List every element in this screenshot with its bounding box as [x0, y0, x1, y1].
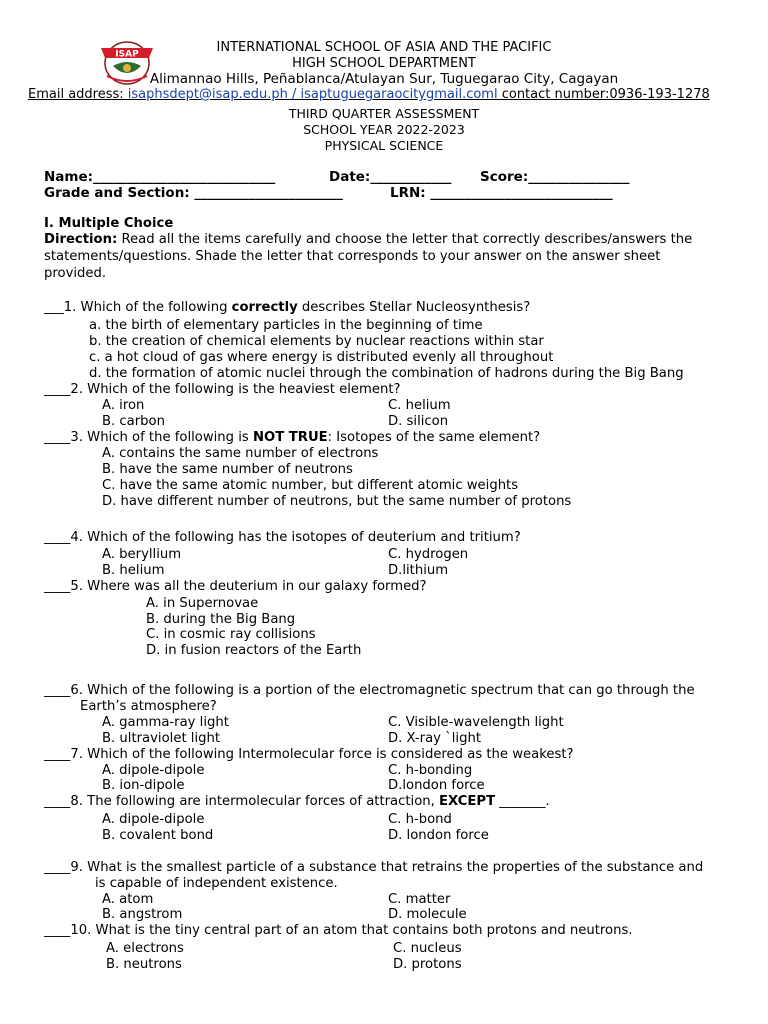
school-address: Alimannao Hills, Peñablanca/Atulayan Sur, Tuguegarao City, Cagayan [149, 71, 619, 87]
question-4: ____4. Which of the following has the isotopes of deuterium and tritium? [44, 530, 521, 545]
q3-option-b: B. have the same number of neutrons [102, 462, 353, 477]
q3-option-a: A. contains the same number of electrons [102, 446, 379, 461]
q6-option-b: B. ultraviolet light [102, 731, 221, 746]
q10-option-b: B. neutrons [106, 957, 182, 972]
question-7: ____7. Which of the following Intermolecular force is considered as the weakest? [44, 747, 574, 762]
q2-option-d: D. silicon [388, 414, 449, 429]
exam-title: THIRD QUARTER ASSESSMENT [288, 106, 480, 121]
q1-option-d: d. the formation of atomic nuclei through the combination of hadrons during the Big Bang [89, 366, 684, 381]
grade-section-field: Grade and Section: ______________________ [44, 185, 343, 201]
q9-option-d: D. molecule [388, 907, 467, 922]
q4-option-d: D.lithium [388, 563, 449, 578]
q1-option-a: a. the birth of elementary particles in the beginning of time [89, 318, 483, 333]
q8-option-b: B. covalent bond [102, 828, 214, 843]
q5-option-c: C. in cosmic ray collisions [146, 627, 316, 642]
q8-text-a: ____8. The following are intermolecular forces of attraction, [44, 794, 440, 809]
question-6-continued: Earth’s atmosphere? [80, 699, 217, 714]
q1-text-a: ___1. Which of the following [44, 300, 232, 315]
q2-option-c: C. helium [388, 398, 451, 413]
q9-option-a: A. atom [102, 892, 154, 907]
q1-text-c: describes Stellar Nucleosynthesis? [297, 300, 531, 315]
q9-option-c: C. matter [388, 892, 451, 907]
q7-option-b: B. ion-dipole [102, 778, 185, 793]
q8-option-d: D. london force [388, 828, 489, 843]
question-6: ____6. Which of the following is a portion of the electromagnetic spectrum that can go through the [44, 683, 695, 698]
direction-label: Direction: [44, 232, 118, 247]
q5-option-d: D. in fusion reactors of the Earth [146, 643, 362, 658]
school-name: INTERNATIONAL SCHOOL OF ASIA AND THE PACIFIC [216, 40, 552, 55]
q7-option-c: C. h-bonding [388, 763, 473, 778]
email-link[interactable]: isaphsdept@isap.edu.ph / isaptuguegaraocitygmail.coml [127, 87, 502, 102]
school-year: SCHOOL YEAR 2022-2023 [303, 122, 465, 137]
q3-option-d: D. have different number of neutrons, but the same number of protons [102, 494, 572, 509]
q3-text-c: : Isotopes of the same element? [327, 430, 541, 445]
contact-line [28, 87, 710, 102]
direction-text-1: Read all the items carefully and choose the letter that correctly describes/answers the [117, 232, 693, 247]
q10-option-c: C. nucleus [393, 941, 462, 956]
q2-option-b: B. carbon [102, 414, 165, 429]
q3-text-a: ____3. Which of the following is [44, 430, 253, 445]
q8-option-c: C. h-bond [388, 812, 452, 827]
question-2: ____2. Which of the following is the heaviest element? [44, 382, 401, 397]
score-field: Score:_______________ [480, 169, 630, 185]
q4-option-b: B. helium [102, 563, 165, 578]
svg-text:ISAP: ISAP [115, 49, 139, 60]
q5-option-b: B. during the Big Bang [146, 612, 296, 627]
question-3 [44, 430, 540, 446]
q7-option-d: D.london force [388, 778, 485, 793]
q3-option-c: C. have the same atomic number, but different atomic weights [102, 478, 519, 493]
direction-line-1 [44, 232, 692, 248]
q6-option-d: D. X-ray `light [388, 731, 481, 746]
question-9: ____9. What is the smallest particle of a substance that retrains the properties of the substance and [44, 860, 704, 875]
subject-title: PHYSICAL SCIENCE [324, 138, 444, 153]
q6-option-a: A. gamma-ray light [102, 715, 229, 730]
q4-option-a: A. beryllium [102, 547, 182, 562]
direction-line-3: provided. [44, 266, 107, 281]
q8-option-a: A. dipole-dipole [102, 812, 205, 827]
question-8 [44, 794, 550, 810]
q10-option-a: A. electrons [106, 941, 184, 956]
department-name: HIGH SCHOOL DEPARTMENT [292, 56, 476, 71]
direction-line-2: statements/questions. Shade the letter that corresponds to your answer on the answer sheet [44, 249, 661, 264]
question-10: ____10. What is the tiny central part of an atom that contains both protons and neutrons. [44, 923, 633, 938]
q3-emphasis: NOT TRUE [252, 430, 328, 445]
q5-option-a: A. in Supernovae [146, 596, 259, 611]
q1-option-c: c. a hot cloud of gas where energy is distributed evenly all throughout [89, 350, 554, 365]
q9-option-b: B. angstrom [102, 907, 183, 922]
q6-option-c: C. Visible-wavelength light [388, 715, 564, 730]
q1-emphasis: correctly [231, 300, 298, 315]
q8-emphasis: EXCEPT [439, 794, 496, 809]
q1-option-b: b. the creation of chemical elements by nuclear reactions within star [89, 334, 544, 349]
q4-option-c: C. hydrogen [388, 547, 469, 562]
q10-option-d: D. protons [393, 957, 462, 972]
question-1 [44, 300, 530, 316]
name-field: Name:___________________________ [44, 169, 276, 185]
email-label: Email address: [28, 87, 128, 102]
q7-option-a: A. dipole-dipole [102, 763, 205, 778]
question-9-continued: is capable of independent existence. [95, 876, 338, 891]
section-title: I. Multiple Choice [44, 216, 174, 231]
q2-option-a: A. iron [102, 398, 145, 413]
q8-text-c: _______. [495, 794, 550, 809]
contact-number: contact number:0936-193-1278 [501, 87, 710, 102]
date-field: Date:____________ [329, 169, 452, 185]
lrn-field: LRN: ___________________________ [390, 185, 613, 201]
question-5: ____5. Where was all the deuterium in our galaxy formed? [44, 579, 427, 594]
